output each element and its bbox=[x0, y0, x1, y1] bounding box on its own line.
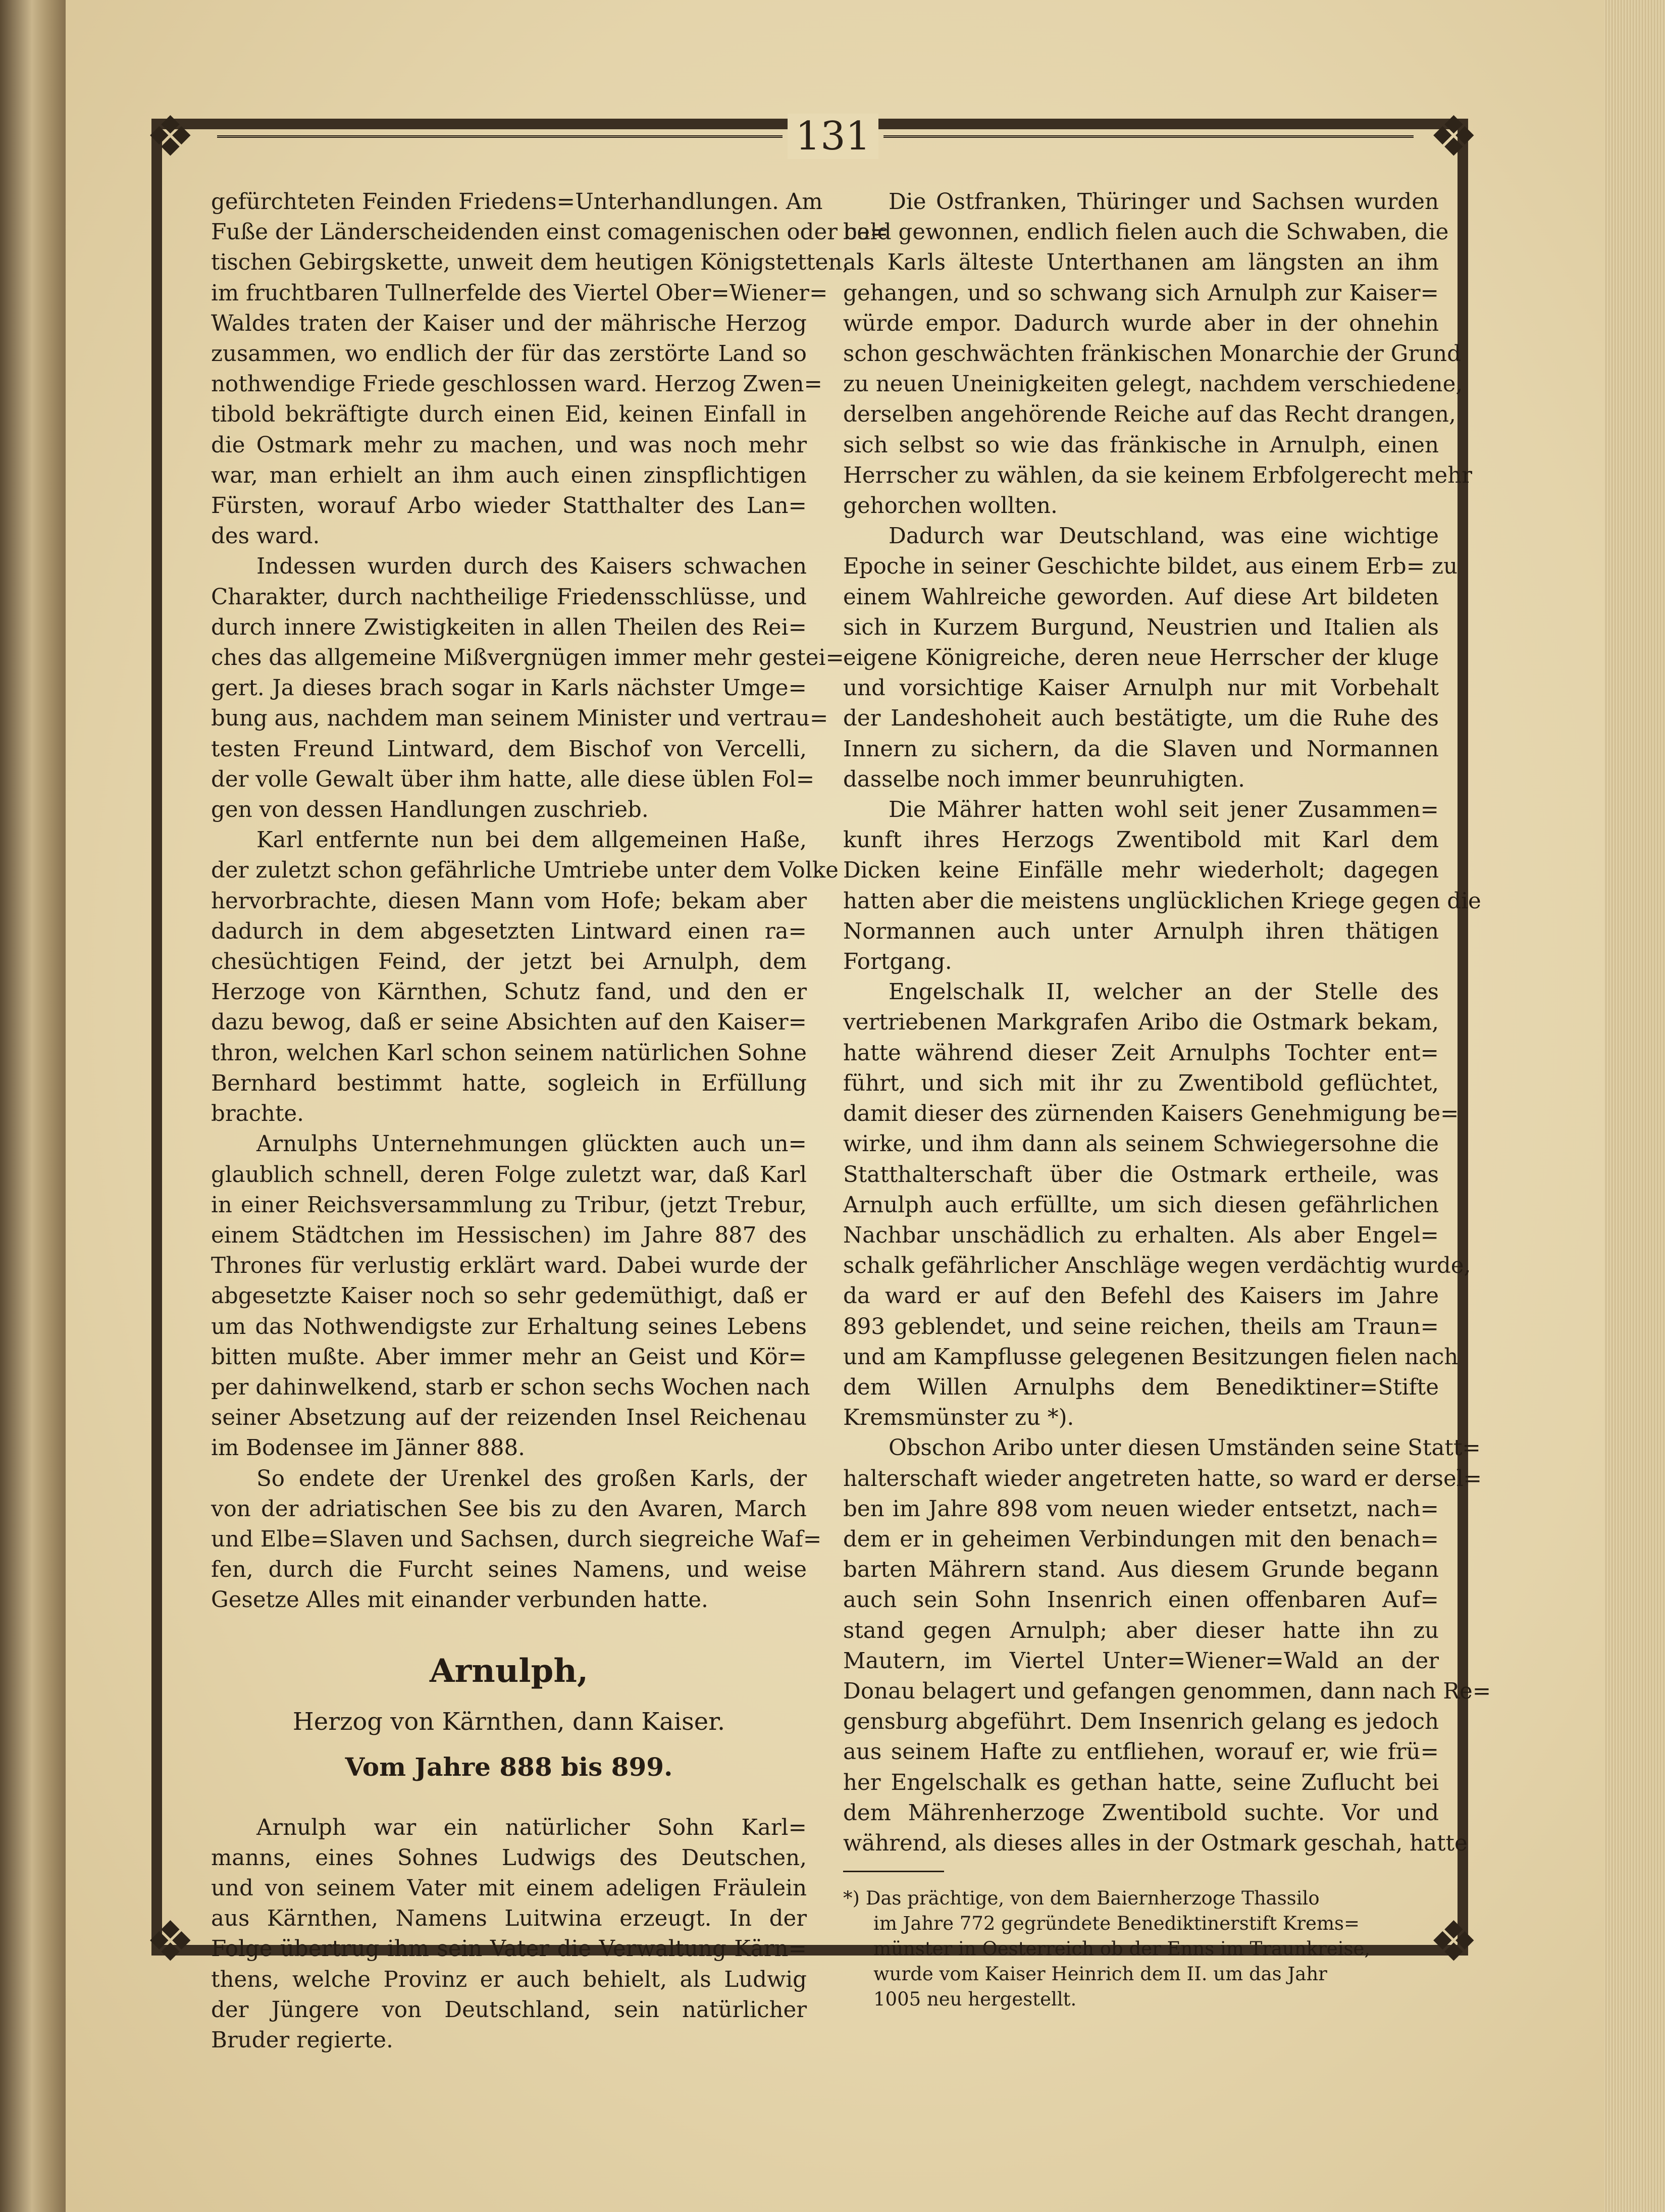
text-line: Gesetze Alles mit einander verbunden hatte. bbox=[211, 1587, 708, 1613]
text-line: dem er in geheimen Verbindungen mit den benach= bbox=[843, 1526, 1439, 1552]
text-line: gensburg abgeführt. Dem Insenrich gelang es jedoch bbox=[843, 1709, 1439, 1735]
left-column bbox=[211, 187, 889, 2055]
text-line: und vorsichtige Kaiser Arnulph nur mit Vorbehalt bbox=[843, 676, 1439, 701]
text-line: Fürsten, worauf Arbo wieder Statthalter des Lan= bbox=[211, 493, 807, 519]
text-line: brachte. bbox=[211, 1101, 304, 1127]
text-line: während, als dieses alles in der Ostmark geschah, hatte bbox=[843, 1830, 1468, 1856]
text-line: und am Kampflusse gelegenen Besitzungen fielen nach bbox=[843, 1344, 1459, 1370]
text-line: dem Mährenherzoge Zwentibold suchte. Vor und bbox=[843, 1800, 1439, 1826]
text-line: gefürchteten Feinden Friedens=Unterhandlungen. Am bbox=[211, 189, 823, 215]
text-line: schalk gefährlicher Anschläge wegen verdächtig wurde, bbox=[843, 1253, 1471, 1279]
text-line: tibold bekräftigte durch einen Eid, keinen Einfall in bbox=[211, 402, 807, 428]
text-line: tischen Gebirgskette, unweit dem heutigen Königstetten, bbox=[211, 250, 850, 276]
text-line: als Karls älteste Unterthanen am längsten an ihm bbox=[843, 250, 1439, 276]
text-line: thron, welchen Karl schon seinem natürlichen Sohne bbox=[211, 1040, 807, 1066]
text-line: hatte während dieser Zeit Arnulphs Tochter ent= bbox=[843, 1040, 1439, 1066]
text-line: dem Willen Arnulphs dem Benediktiner=Stifte bbox=[843, 1374, 1439, 1400]
text-line: der zuletzt schon gefährliche Umtriebe unter dem Volke bbox=[211, 858, 839, 884]
text-line: damit dieser des zürnenden Kaisers Genehmigung be= bbox=[843, 1101, 1459, 1127]
footnote-line: münster in Oesterreich ob der Enns im Traunkreise, bbox=[873, 1938, 1371, 1960]
heading-years: Vom Jahre 888 bis 899. bbox=[345, 1752, 673, 1782]
text-line: dadurch in dem abgesetzten Lintward einen ra= bbox=[211, 918, 807, 944]
text-line: 893 geblendet, und seine reichen, theils am Traun= bbox=[843, 1314, 1439, 1340]
footnote bbox=[843, 1886, 1439, 2012]
text-line: zu neuen Uneinigkeiten gelegt, nachdem verschiedene, bbox=[843, 372, 1463, 397]
text-line: kunft ihres Herzogs Zwentibold mit Karl dem bbox=[843, 828, 1439, 853]
text-line: Innern zu sichern, da die Slaven und Normannen bbox=[843, 736, 1439, 762]
text-line: gehorchen wollten. bbox=[843, 493, 1058, 519]
text-line: chesüchtigen Feind, der jetzt bei Arnulph, dem bbox=[211, 949, 807, 975]
text-line: da ward er auf den Befehl des Kaisers im Jahre bbox=[843, 1283, 1439, 1309]
page-edges bbox=[1604, 0, 1665, 2212]
text-line: auch sein Sohn Insenrich einen offenbaren Auf= bbox=[843, 1587, 1439, 1613]
text-line: in einer Reichsversammlung zu Tribur, (jetzt Trebur, bbox=[211, 1192, 807, 1218]
text-line: barten Mährern stand. Aus diesem Grunde begann bbox=[843, 1557, 1439, 1583]
text-line: Fortgang. bbox=[843, 949, 952, 975]
text-line: eigene Königreiche, deren neue Herrscher der kluge bbox=[843, 645, 1439, 671]
text-line: derselben angehörende Reiche auf das Recht drangen, bbox=[843, 402, 1456, 428]
corner-ornament-icon: ❖ bbox=[1429, 104, 1479, 169]
text-line: bald gewonnen, endlich fielen auch die Schwaben, die bbox=[843, 220, 1449, 245]
text-line: So endete der Urenkel des großen Karls, der bbox=[256, 1466, 807, 1491]
text-line: Obschon Aribo unter diesen Umständen seine Statt= bbox=[889, 1435, 1481, 1461]
text-line: Dadurch war Deutschland, was eine wichtige bbox=[889, 524, 1439, 549]
text-line: dazu bewog, daß er seine Absichten auf den Kaiser= bbox=[211, 1010, 807, 1036]
text-line: hatten aber die meistens unglücklichen Kriege gegen die bbox=[843, 888, 1481, 914]
text-line: im fruchtbaren Tullnerfelde des Viertel Ober=Wiener= bbox=[211, 280, 828, 306]
text-line: wirke, und ihm dann als seinem Schwiegersohne die bbox=[843, 1131, 1439, 1157]
page-number: 131 bbox=[788, 114, 878, 159]
text-line: sich in Kurzem Burgund, Neustrien und Italien als bbox=[843, 614, 1439, 640]
header-rule-left bbox=[217, 135, 783, 138]
text-line: Engelschalk II, welcher an der Stelle des bbox=[889, 980, 1439, 1005]
text-line: per dahinwelkend, starb er schon sechs Wochen nach bbox=[211, 1374, 810, 1400]
text-line: Bernhard bestimmt hatte, sogleich in Erfüllung bbox=[211, 1070, 807, 1096]
corner-ornament-icon: ❖ bbox=[1429, 1909, 1479, 1974]
text-line: Normannen auch unter Arnulph ihren thätigen bbox=[843, 918, 1439, 944]
text-line: gen von dessen Handlungen zuschrieb. bbox=[211, 797, 649, 823]
text-line: zusammen, wo endlich der für das zerstörte Land so bbox=[211, 341, 807, 367]
text-line: führt, und sich mit ihr zu Zwentibold geflüchtet, bbox=[843, 1070, 1439, 1096]
text-line: Kremsmünster zu *). bbox=[843, 1405, 1074, 1431]
text-line: fen, durch die Furcht seines Namens, und weise bbox=[211, 1557, 807, 1583]
footnote-line: *) Das prächtige, von dem Baiernherzoge Thassilo bbox=[843, 1887, 1320, 1909]
text-line: der Landeshoheit auch bestätigte, um die Ruhe des bbox=[843, 706, 1439, 732]
heading-name: Arnulph, bbox=[429, 1652, 589, 1690]
text-line: von der adriatischen See bis zu den Avaren, March bbox=[211, 1496, 807, 1522]
text-line: her Engelschalk es gethan hatte, seine Zuflucht bei bbox=[843, 1770, 1439, 1795]
footnote-rule bbox=[843, 1871, 944, 1872]
text-line: Herzoge von Kärnthen, Schutz fand, und den er bbox=[211, 980, 807, 1005]
text-line: schon geschwächten fränkischen Monarchie der Grund bbox=[843, 341, 1462, 367]
text-line: abgesetzte Kaiser noch so sehr gedemüthigt, daß er bbox=[211, 1283, 807, 1309]
text-line: des ward. bbox=[211, 524, 320, 549]
text-line: der Jüngere von Deutschland, sein natürlicher bbox=[211, 1997, 807, 2023]
text-line: Herrscher zu wählen, da sie keinem Erbfolgerecht mehr bbox=[843, 462, 1473, 488]
text-line: Karl entfernte nun bei dem allgemeinen Haße, bbox=[256, 828, 807, 853]
text-line: manns, eines Sohnes Ludwigs des Deutschen, bbox=[211, 1845, 807, 1871]
text-line: einem Städtchen im Hessischen) im Jahre 887 des bbox=[211, 1222, 807, 1248]
text-line: Fuße der Länderscheidenden einst comagenischen oder ce= bbox=[211, 220, 889, 245]
text-line: aus seinem Hafte zu entfliehen, worauf er, wie frü= bbox=[843, 1739, 1439, 1765]
footnote-line: 1005 neu hergestellt. bbox=[873, 1988, 1077, 2010]
text-line: die Ostmark mehr zu machen, und was noch mehr bbox=[211, 432, 807, 458]
corner-ornament-icon: ❖ bbox=[145, 104, 195, 169]
text-line: gehangen, und so schwang sich Arnulph zur Kaiser= bbox=[843, 280, 1439, 306]
text-line: testen Freund Lintward, dem Bischof von Vercelli, bbox=[211, 736, 807, 762]
text-line: Mautern, im Viertel Unter=Wiener=Wald an der bbox=[843, 1648, 1439, 1674]
text-line: Donau belagert und gefangen genommen, dann nach Re= bbox=[843, 1678, 1491, 1704]
footnote-line: wurde vom Kaiser Heinrich dem II. um das Jahr bbox=[873, 1963, 1327, 1985]
text-line: Bruder regierte. bbox=[211, 2027, 393, 2053]
text-line: hervorbrachte, diesen Mann vom Hofe; bekam aber bbox=[211, 888, 807, 914]
corner-ornament-icon: ❖ bbox=[145, 1909, 195, 1974]
text-line: einem Wahlreiche geworden. Auf diese Art bildeten bbox=[843, 584, 1439, 610]
text-line: Nachbar unschädlich zu erhalten. Als aber Engel= bbox=[843, 1222, 1439, 1248]
text-line: sich selbst so wie das fränkische in Arnulph, einen bbox=[843, 432, 1439, 458]
text-line: Statthalterschaft über die Ostmark ertheile, was bbox=[843, 1162, 1439, 1188]
text-line: der volle Gewalt über ihm hatte, alle diese üblen Fol= bbox=[211, 766, 815, 792]
right-column bbox=[843, 187, 1491, 1859]
text-line: und Elbe=Slaven und Sachsen, durch siegreiche Waf= bbox=[211, 1526, 822, 1552]
text-line: im Bodensee im Jänner 888. bbox=[211, 1435, 525, 1461]
text-line: halterschaft wieder angetreten hatte, so ward er dersel= bbox=[843, 1466, 1482, 1491]
text-line: Charakter, durch nachtheilige Friedensschlüsse, und bbox=[211, 584, 807, 610]
book-spine-shadow bbox=[0, 0, 71, 2212]
text-line: seiner Absetzung auf der reizenden Insel Reichenau bbox=[211, 1405, 807, 1431]
text-line: Folge übertrug ihm sein Vater die Verwaltung Kärn= bbox=[211, 1936, 807, 1962]
text-line: Dicken keine Einfälle mehr wiederholt; dagegen bbox=[843, 858, 1439, 884]
text-line: Epoche in seiner Geschichte bildet, aus einem Erb= zu bbox=[843, 554, 1458, 580]
text-line: bung aus, nachdem man seinem Minister und vertrau= bbox=[211, 706, 828, 732]
text-line: Arnulphs Unternehmungen glückten auch un= bbox=[256, 1131, 807, 1157]
text-line: würde empor. Dadurch wurde aber in der ohnehin bbox=[843, 311, 1439, 336]
text-line: glaublich schnell, deren Folge zuletzt war, daß Karl bbox=[211, 1162, 807, 1188]
text-line: Arnulph auch erfüllte, um sich diesen gefährlichen bbox=[843, 1192, 1439, 1218]
footnote-line: im Jahre 772 gegründete Benediktinerstift Krems= bbox=[873, 1913, 1360, 1934]
text-line: aus Kärnthen, Namens Luitwina erzeugt. In der bbox=[211, 1906, 807, 1932]
text-line: thens, welche Provinz er auch behielt, als Ludwig bbox=[211, 1967, 807, 1992]
text-line: ben im Jahre 898 vom neuen wieder entsetzt, nach= bbox=[843, 1496, 1439, 1522]
text-line: und von seinem Vater mit einem adeligen Fräulein bbox=[211, 1875, 807, 1901]
text-line: Die Ostfranken, Thüringer und Sachsen wurden bbox=[889, 189, 1439, 215]
text-line: stand gegen Arnulph; aber dieser hatte ihn zu bbox=[843, 1618, 1439, 1643]
text-line: ches das allgemeine Mißvergnügen immer mehr gestei= bbox=[211, 645, 844, 671]
text-line: um das Nothwendigste zur Erhaltung seines Lebens bbox=[211, 1314, 807, 1340]
heading-subtitle: Herzog von Kärnthen, dann Kaiser. bbox=[292, 1707, 725, 1736]
text-line: vertriebenen Markgrafen Aribo die Ostmark bekam, bbox=[843, 1010, 1439, 1036]
text-line: Thrones für verlustig erklärt ward. Dabei wurde der bbox=[211, 1253, 807, 1279]
text-line: dasselbe noch immer beunruhigten. bbox=[843, 766, 1245, 792]
text-line: Die Mährer hatten wohl seit jener Zusammen= bbox=[889, 797, 1439, 823]
text-line: Indessen wurden durch des Kaisers schwachen bbox=[256, 554, 807, 580]
header-rule-right bbox=[883, 135, 1414, 138]
text-line: war, man erhielt an ihm auch einen zinspflichtigen bbox=[211, 462, 807, 488]
text-line: durch innere Zwistigkeiten in allen Theilen des Rei= bbox=[211, 614, 807, 640]
text-line: Waldes traten der Kaiser und der mährische Herzog bbox=[211, 311, 807, 336]
text-line: Arnulph war ein natürlicher Sohn Karl= bbox=[256, 1815, 807, 1840]
text-line: nothwendige Friede geschlossen ward. Herzog Zwen= bbox=[211, 372, 822, 397]
text-line: bitten mußte. Aber immer mehr an Geist und Kör= bbox=[211, 1344, 807, 1370]
text-line: gert. Ja dieses brach sogar in Karls nächster Umge= bbox=[211, 676, 807, 701]
